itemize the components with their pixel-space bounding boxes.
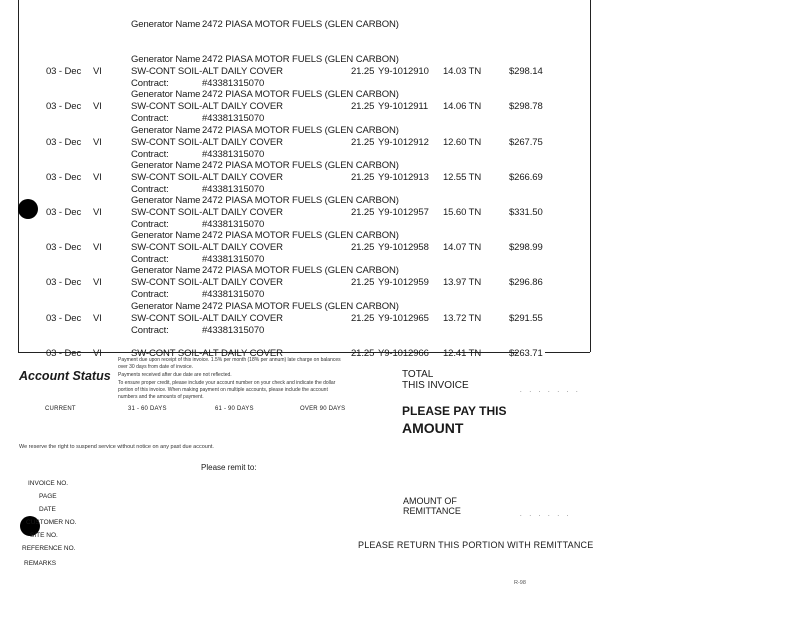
- amount: $263.71: [509, 347, 543, 359]
- rate: 21.25: [351, 66, 375, 78]
- ticket-number: Y9-1012957: [378, 207, 429, 218]
- line-item: [0, 19, 590, 54]
- generator-label: Generator Name: [131, 54, 201, 66]
- amount: $296.86: [509, 277, 543, 289]
- generator-label: Generator Name: [131, 265, 201, 277]
- ticket-number: Y9-1012965: [378, 312, 429, 324]
- service-description: SW-CONT SOIL-ALT DAILY COVER: [131, 171, 283, 183]
- rate: 21.25: [351, 136, 375, 148]
- ticket-number: Y9-1012958: [378, 242, 429, 254]
- contract-label: Contract:: [131, 78, 169, 90]
- quantity: 15.60 TN: [443, 207, 482, 218]
- remarks-label: REMARKS: [24, 560, 57, 567]
- service-description: SW-CONT SOIL-ALT DAILY COVER: [131, 101, 283, 113]
- quantity: 14.07 TN: [443, 242, 482, 254]
- service-description: SW-CONT SOIL-ALT DAILY COVER: [131, 277, 283, 289]
- service-date: 03 - Dec: [46, 242, 82, 254]
- service-date: 03 - Dec: [46, 347, 82, 359]
- rate: 21.25: [351, 347, 375, 359]
- contract-label: Contract:: [131, 183, 169, 195]
- ticket-number: Y9-1012912: [378, 136, 429, 148]
- service-description: SW-CONT SOIL-ALT DAILY COVER: [131, 66, 283, 78]
- quantity: 12.41 TN: [443, 347, 482, 359]
- pay-amount-label-line2: AMOUNT: [402, 420, 464, 436]
- ticket-number: Y9-1012959: [378, 277, 429, 289]
- service-date: 03 - Dec: [46, 136, 82, 148]
- contract-number: #43381315070: [202, 183, 265, 195]
- amount: $298.78: [509, 101, 543, 113]
- service-code: VI: [93, 136, 102, 148]
- page-label: PAGE: [39, 493, 57, 500]
- rate: 21.25: [351, 171, 375, 183]
- service-date: 03 - Dec: [46, 171, 82, 183]
- line-item: [0, 301, 590, 336]
- service-date: 03 - Dec: [46, 207, 82, 218]
- service-code: VI: [93, 171, 102, 183]
- contract-label: Contract:: [131, 219, 169, 230]
- generator-name: 2472 PIASA MOTOR FUELS (GLEN CARBON): [202, 195, 399, 206]
- invoice-frame-right: [590, 0, 591, 352]
- amount-of-remittance-line2: REMITTANCE: [403, 506, 461, 516]
- aging-header-over-90: OVER 90 DAYS: [300, 406, 346, 412]
- rate: 21.25: [351, 207, 375, 218]
- contract-number: #43381315070: [202, 113, 265, 125]
- contract-label: Contract:: [131, 148, 169, 160]
- service-code: VI: [93, 242, 102, 254]
- punch-hole-top: [18, 199, 38, 219]
- line-item: [0, 160, 590, 195]
- contract-label: Contract:: [131, 113, 169, 125]
- amount: $291.55: [509, 312, 543, 324]
- contract-number: #43381315070: [202, 219, 265, 230]
- generator-label: Generator Name: [131, 89, 201, 101]
- date-label: DATE: [39, 506, 56, 513]
- terms-line: Payments received after due date are not reflected.: [118, 372, 232, 378]
- amount: $331.50: [509, 207, 543, 218]
- contract-number: #43381315070: [202, 78, 265, 90]
- generator-name: 2472 PIASA MOTOR FUELS (GLEN CARBON): [202, 89, 399, 101]
- generator-name: 2472 PIASA MOTOR FUELS (GLEN CARBON): [202, 300, 399, 312]
- service-description: SW-CONT SOIL-ALT DAILY COVER: [131, 136, 283, 148]
- line-item: [0, 265, 590, 300]
- aging-header-current: CURRENT: [45, 406, 76, 412]
- service-description: SW-CONT SOIL-ALT DAILY COVER: [131, 242, 283, 254]
- service-code: VI: [93, 277, 102, 289]
- remittance-dots: . . . . . .: [520, 512, 572, 518]
- site-no-label: SITE NO.: [30, 532, 58, 539]
- generator-label: Generator Name: [131, 19, 201, 30]
- amount: $266.69: [509, 171, 543, 183]
- ticket-number: Y9-1012966: [378, 347, 429, 359]
- remit-to-label: Please remit to:: [201, 463, 257, 472]
- generator-name: 2472 PIASA MOTOR FUELS (GLEN CARBON): [202, 159, 399, 171]
- contract-label: Contract:: [131, 324, 169, 336]
- rate: 21.25: [351, 242, 375, 254]
- generator-label: Generator Name: [131, 195, 201, 206]
- form-code: R-98: [514, 580, 526, 586]
- contract-number: #43381315070: [202, 289, 265, 301]
- terms-line: Payment due upon receipt of this invoice. 1.5% per month (18% per annum) late charge on balances: [118, 357, 341, 363]
- generator-name: 2472 PIASA MOTOR FUELS (GLEN CARBON): [202, 124, 399, 136]
- terms-line: over 30 days from date of invoice.: [118, 364, 194, 370]
- amount: $298.14: [509, 66, 543, 78]
- service-description: SW-CONT SOIL-ALT DAILY COVER: [131, 347, 283, 359]
- contract-number: #43381315070: [202, 254, 265, 266]
- ticket-number: Y9-1012913: [378, 171, 429, 183]
- amount: $298.99: [509, 242, 543, 254]
- service-code: VI: [93, 101, 102, 113]
- contract-number: #43381315070: [202, 148, 265, 160]
- service-date: 03 - Dec: [46, 101, 82, 113]
- ticket-number: Y9-1012911: [378, 101, 429, 113]
- quantity: 13.97 TN: [443, 277, 482, 289]
- generator-name: 2472 PIASA MOTOR FUELS (GLEN CARBON): [202, 54, 399, 66]
- generator-label: Generator Name: [131, 159, 201, 171]
- line-item: [0, 230, 590, 265]
- reserve-notice: We reserve the right to suspend service without notice on any past due account.: [19, 444, 214, 450]
- quantity: 13.72 TN: [443, 312, 482, 324]
- line-item: [0, 125, 590, 160]
- rate: 21.25: [351, 312, 375, 324]
- contract-label: Contract:: [131, 254, 169, 266]
- aging-header-61-90: 61 - 90 DAYS: [215, 406, 254, 412]
- contract-number: #43381315070: [202, 324, 265, 336]
- quantity: 12.60 TN: [443, 136, 482, 148]
- line-item: [0, 54, 590, 89]
- terms-line: portion of this invoice. When making payment on multiple accounts, please include the account: [118, 387, 328, 393]
- generator-label: Generator Name: [131, 230, 201, 242]
- service-date: 03 - Dec: [46, 277, 82, 289]
- quantity: 14.03 TN: [443, 66, 482, 78]
- generator-name: 2472 PIASA MOTOR FUELS (GLEN CARBON): [202, 19, 399, 30]
- aging-header-31-60: 31 - 60 DAYS: [128, 406, 167, 412]
- service-code: VI: [93, 66, 102, 78]
- line-item: [0, 336, 590, 371]
- service-description: SW-CONT SOIL-ALT DAILY COVER: [131, 207, 283, 218]
- amount-of-remittance-line1: AMOUNT OF: [403, 496, 457, 506]
- total-label-line1: TOTAL: [402, 369, 434, 380]
- service-code: VI: [93, 347, 102, 359]
- account-status-title: Account Status: [19, 369, 111, 383]
- terms-line: numbers and the amounts of payment.: [118, 394, 204, 400]
- ticket-number: Y9-1012910: [378, 66, 429, 78]
- pay-amount-label-line1: PLEASE PAY THIS: [402, 404, 507, 418]
- service-description: SW-CONT SOIL-ALT DAILY COVER: [131, 312, 283, 324]
- reference-no-label: REFERENCE NO.: [22, 545, 76, 552]
- contract-label: Contract:: [131, 289, 169, 301]
- return-notice: PLEASE RETURN THIS PORTION WITH REMITTANCE: [358, 540, 594, 550]
- terms-line: To ensure proper credit, please include your account number on your check and indicate the dollar: [118, 380, 336, 386]
- generator-label: Generator Name: [131, 124, 201, 136]
- line-item: [0, 195, 590, 230]
- total-dots: . . . . . . .: [520, 388, 581, 394]
- generator-name: 2472 PIASA MOTOR FUELS (GLEN CARBON): [202, 265, 399, 277]
- generator-name: 2472 PIASA MOTOR FUELS (GLEN CARBON): [202, 230, 399, 242]
- service-date: 03 - Dec: [46, 66, 82, 78]
- service-code: VI: [93, 312, 102, 324]
- amount: $267.75: [509, 136, 543, 148]
- service-date: 03 - Dec: [46, 312, 82, 324]
- quantity: 14.06 TN: [443, 101, 482, 113]
- rate: 21.25: [351, 277, 375, 289]
- quantity: 12.55 TN: [443, 171, 482, 183]
- line-item: [0, 89, 590, 124]
- customer-no-label: CUSTOMER NO.: [26, 519, 77, 526]
- invoice-no-label: INVOICE NO.: [28, 480, 69, 487]
- generator-label: Generator Name: [131, 300, 201, 312]
- total-label-line2: THIS INVOICE: [402, 380, 469, 391]
- rate: 21.25: [351, 101, 375, 113]
- service-code: VI: [93, 207, 102, 218]
